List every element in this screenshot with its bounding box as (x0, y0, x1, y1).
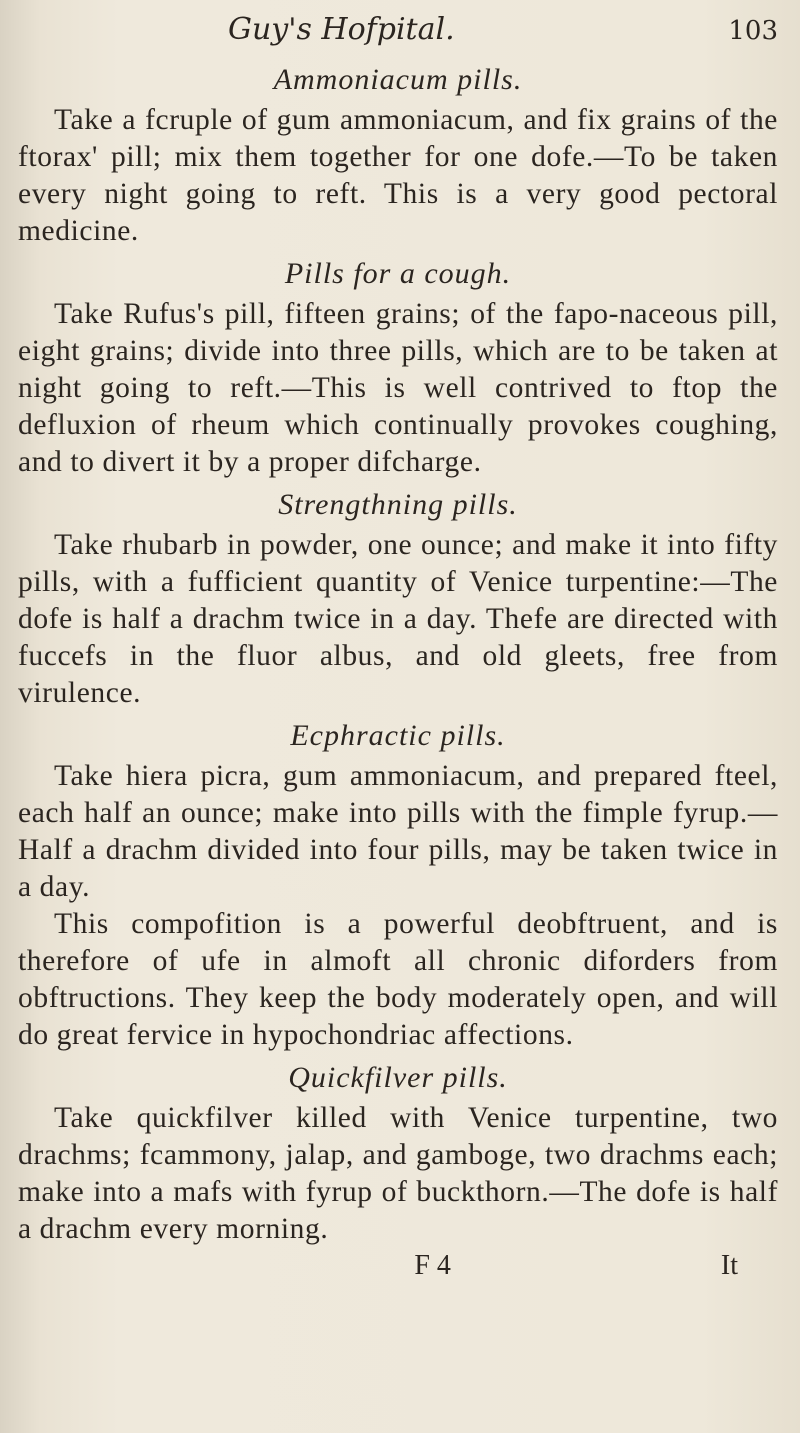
section-paragraph: Take hiera picra, gum ammoniacum, and prepared fteel, each half an ounce; make into pills with the fimple fyrup.—Half a drachm divided into four pills, may be taken twice in a day. (18, 760, 778, 903)
section-paragraph: Take rhubarb in powder, one ounce; and make it into fifty pills, with a fufficient quantity of Venice turpentine:—The dofe is half a drachm twice in a day. Thefe are directed with fuccefs in the fluor albus, and old gleets, free from virulence. (18, 529, 778, 709)
section-quickfilver-pills (18, 1056, 778, 1248)
section-paragraph: Take a fcruple of gum ammoniacum, and fix grains of the ftorax' pill; mix them together for one dofe.—To be taken every night going to reft. This is a very good pectoral medicine. (18, 104, 778, 247)
running-head (18, 12, 778, 56)
section-heading: Pills for a cough. (284, 257, 512, 290)
page-number: 103 (728, 16, 778, 46)
section-pills-for-a-cough (18, 252, 778, 481)
running-title: Guy's Hofpital. (228, 12, 455, 47)
section-ammoniacum-pills (18, 58, 778, 250)
section-ecphractic-pills (18, 714, 778, 1054)
section-paragraph: This compofition is a powerful deobftruent, and is therefore of ufe in almoft all chronic diforders from obftructions. They keep the body moderately open, and will do great fervice in hypochondriac affections. (18, 908, 778, 1051)
section-heading: Quickfilver pills. (288, 1061, 508, 1094)
section-strengthning-pills (18, 483, 778, 712)
section-heading: Strengthning pills. (278, 488, 518, 521)
signature-mark: F 4 (414, 1250, 451, 1281)
section-heading: Ecphractic pills. (290, 719, 506, 752)
section-paragraph: Take quickfilver killed with Venice turpentine, two drachms; fcammony, jalap, and gamboge, two drachms each; make into a mafs with fyrup of buckthorn.—The dofe is half a drachm every morning. (18, 1102, 778, 1245)
page-footer (18, 1248, 778, 1284)
section-heading: Ammoniacum pills. (273, 63, 523, 96)
catchword: It (720, 1250, 738, 1281)
section-paragraph: Take Rufus's pill, fifteen grains; of the fapo-naceous pill, eight grains; divide into three pills, which are to be taken at night going to reft.—This is well contrived to ftop the defluxion of rheum which continually provokes coughing, and to divert it by a proper difcharge. (18, 298, 778, 478)
